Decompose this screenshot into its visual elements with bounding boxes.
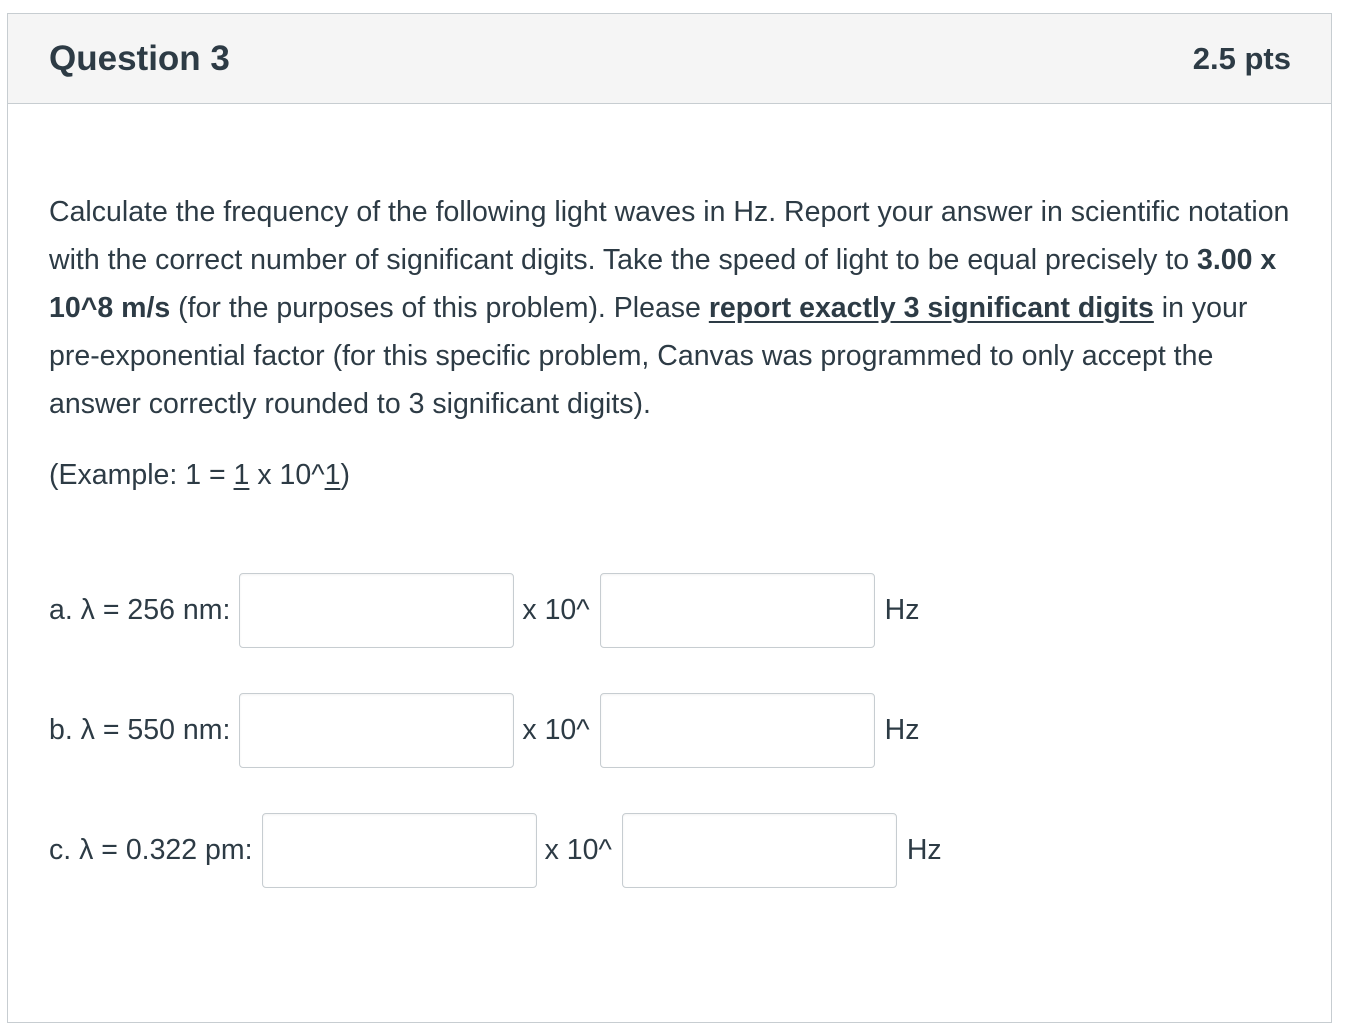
question-card [7,13,1332,1023]
unit-label: Hz [884,593,920,626]
unit-label: Hz [906,833,942,866]
example-mantissa: 1 [233,459,250,491]
sig-digits-instruction: report exactly 3 significant digits [708,292,1154,324]
answer-label: c. λ = 0.322 pm: [49,833,253,866]
unit-label: Hz [884,713,920,746]
times-ten-power: x 10^ [522,593,590,626]
answer-label: b. λ = 550 nm: [49,713,231,746]
speed-of-light-value: 3.00 x 10^8 m/s [49,244,1277,324]
mantissa-input-a[interactable] [239,573,514,648]
exponent-input-b[interactable] [600,693,875,768]
exponent-input-a[interactable] [600,573,875,648]
mantissa-input-b[interactable] [239,693,514,768]
exponent-input-c[interactable] [622,813,897,888]
example-text: (Example: 1 = 1 x 10^1) [49,459,350,491]
times-ten-power: x 10^ [544,833,612,866]
question-text-part-3: in your pre-exponential factor (for this specific problem, Canvas was programmed to only accept the answer correctly rounded to 3 significant digits). [49,292,1248,420]
question-text-part-2: (for the purposes of this problem). Please [170,292,709,324]
answer-row-a [49,572,920,648]
question-text-part-1: Calculate the frequency of the following light waves in Hz. Report your answer in scientific notation with the correct number of significant digits. Take the speed of light to be equal precisely to [49,196,1290,276]
answer-label: a. λ = 256 nm: [49,593,231,626]
mantissa-input-c[interactable] [262,813,537,888]
question-text [49,188,1291,428]
times-ten-power: x 10^ [522,713,590,746]
question-title: Question 3 [49,38,230,78]
question-body [8,104,1331,499]
answer-row-b [49,692,920,768]
example-exponent: 1 [324,459,341,491]
answer-row-c [49,812,942,888]
question-header [8,14,1331,104]
question-points: 2.5 pts [1192,40,1291,76]
